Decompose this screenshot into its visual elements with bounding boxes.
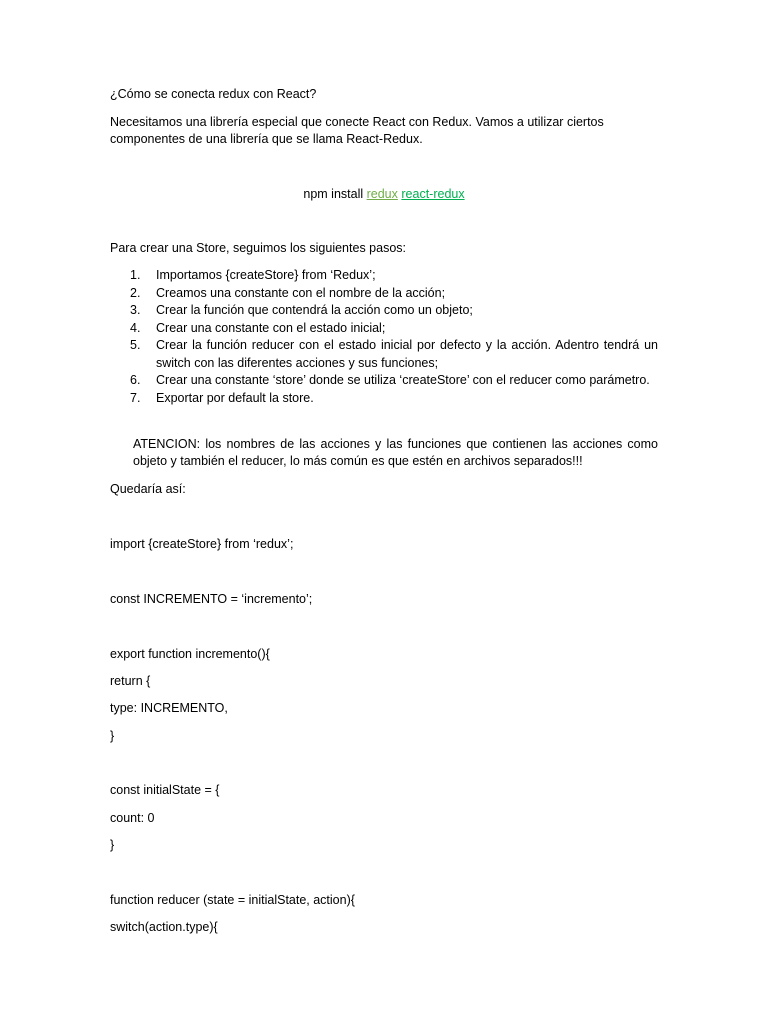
code-line: } — [110, 838, 115, 852]
step-number: 3. — [130, 303, 141, 317]
code-line: function reducer (state = initialState, action){ — [110, 893, 355, 907]
list-item — [110, 390, 658, 408]
code-line: } — [110, 729, 115, 743]
list-item — [110, 302, 658, 320]
code-line: count: 0 — [110, 811, 155, 825]
step-number: 4. — [130, 320, 141, 335]
code-line: type: INCREMENTO, — [110, 701, 228, 715]
step-text: Crear la función que contendrá la acción como un objeto; — [156, 303, 473, 317]
install-prefix: npm install — [303, 187, 367, 201]
steps-title: Para crear una Store, seguimos los siguientes pasos: — [110, 241, 406, 255]
code-line: import {createStore} from ‘redux’; — [110, 537, 294, 551]
list-item — [110, 320, 658, 338]
react-redux-link[interactable]: react-redux — [401, 187, 465, 201]
code-line: switch(action.type){ — [110, 920, 218, 934]
list-item — [110, 267, 658, 285]
result-label: Quedaría así: — [110, 482, 186, 496]
list-item — [110, 372, 658, 390]
step-number: 7. — [130, 390, 141, 405]
list-item — [110, 337, 658, 372]
step-number: 6. — [130, 373, 141, 387]
step-text: Importamos {createStore} from ‘Redux’; — [156, 268, 376, 282]
list-item — [110, 285, 658, 303]
code-line: const INCREMENTO = ‘incremento’; — [110, 592, 313, 606]
step-number: 1. — [130, 268, 141, 282]
install-command — [0, 186, 768, 203]
step-text: Creamos una constante con el nombre de la acción; — [156, 285, 446, 300]
step-text: Crear una constante con el estado inicial; — [156, 320, 386, 335]
step-text: Crear una constante ‘store’ donde se utiliza ‘createStore’ con el reducer como parámetro. — [156, 373, 650, 387]
redux-link[interactable]: redux — [366, 187, 398, 201]
attention-note: ATENCION: los nombres de las acciones y las funciones que contienen las acciones como objeto y también el reducer, lo más común es que estén en archivos separados!!! — [133, 437, 658, 468]
code-line: export function incremento(){ — [110, 647, 270, 661]
step-number: 5. — [130, 338, 141, 352]
question-heading: ¿Cómo se conecta redux con React? — [110, 87, 317, 101]
code-line: const initialState = { — [110, 783, 220, 797]
intro-paragraph: Necesitamos una librería especial que conecte React con Redux. Vamos a utilizar ciertos componentes de una librería que se llama React-Redux. — [110, 115, 604, 146]
step-text: Crear la función reducer con el estado inicial por defecto y la acción. Adentro tendrá un switch con las diferentes acciones y sus funciones; — [156, 338, 658, 370]
steps-list — [110, 267, 658, 407]
step-number: 2. — [130, 285, 141, 300]
step-text: Exportar por default la store. — [156, 390, 314, 405]
code-line: return { — [110, 674, 151, 688]
